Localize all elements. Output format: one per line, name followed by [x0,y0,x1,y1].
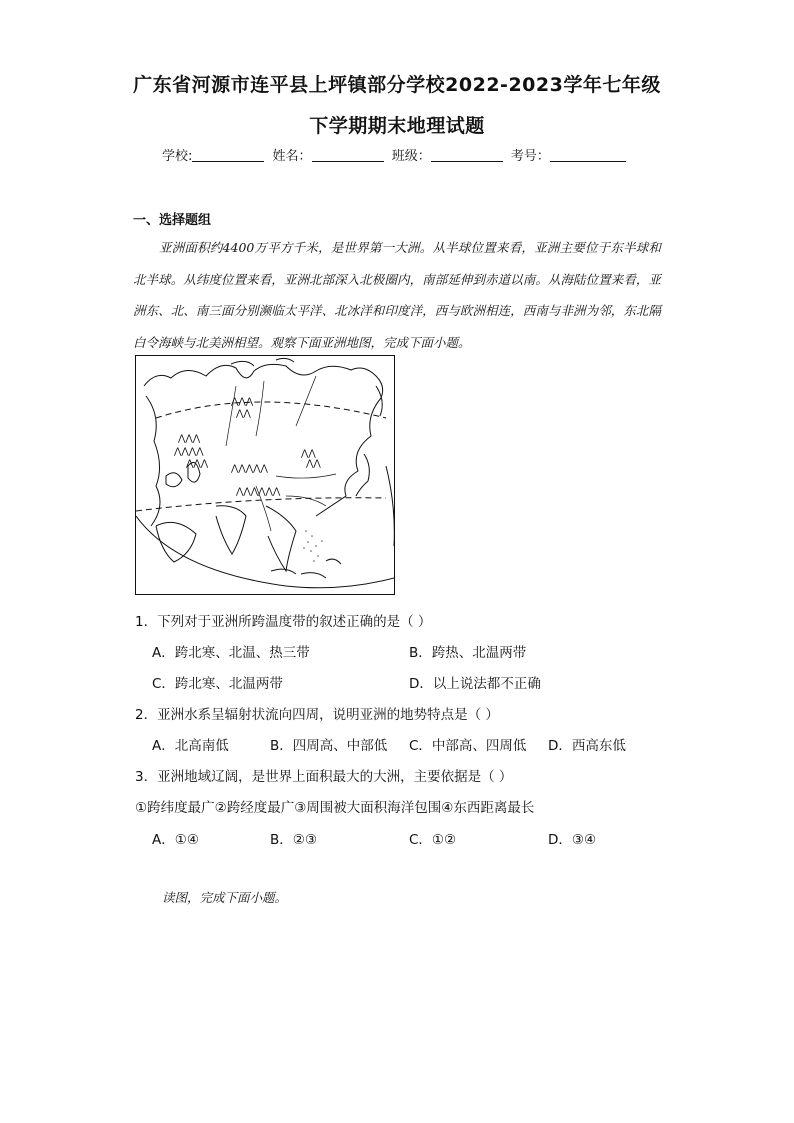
question-3-option-b[interactable]: B．②③ [270,832,317,848]
reading-passage [133,232,661,358]
name-blank [312,149,384,162]
svg-text:⋀⋀⋀⋀⋀⋀: ⋀⋀⋀⋀⋀⋀ [236,487,281,497]
number-blank [550,149,626,162]
question-3-stem: 3．亚洲地域辽阔，是世界上面积最大的大洲，主要依据是（ ） [135,769,513,785]
name-label: 姓名： [272,149,312,164]
question-2-option-a[interactable]: A．北高南低 [152,738,229,754]
svg-text:⋀⋀: ⋀⋀ [301,449,316,459]
asia-map [135,355,395,595]
question-2-option-d[interactable]: D．西高东低 [548,738,626,754]
asia-map-drawing [136,356,394,594]
svg-text:⋀⋀⋀: ⋀⋀⋀ [178,434,201,444]
svg-text:⋀⋀⋀⋀⋀: ⋀⋀⋀⋀⋀ [231,464,268,474]
question-3-option-a[interactable]: A．①④ [152,832,199,848]
question-3-statements: ①跨纬度最广②跨经度最广③周围被大面积海洋包围④东西距离最长 [135,800,535,816]
svg-text:⋀⋀: ⋀⋀ [236,409,251,419]
page-title-line1: 广东省河源市连平县上坪镇部分学校2022-2023学年七年级 [133,74,661,96]
question-1-option-d[interactable]: D．以上说法都不正确 [409,676,541,692]
question-2-option-c[interactable]: C．中部高、四周低 [409,738,527,754]
svg-text:⋀⋀⋀: ⋀⋀⋀ [186,459,209,469]
question-2-option-b[interactable]: B．四周高、中部低 [270,738,388,754]
svg-text:⋀⋀⋀⋀: ⋀⋀⋀⋀ [174,447,204,457]
question-1-option-b[interactable]: B．跨热、北温两带 [409,645,527,661]
passage-text: 亚洲面积约4400万平方千米，是世界第一大洲。从半球位置来看，亚洲主要位于东半球和北半球。从纬度位置来看，亚洲北部深入北极圈内，南部延伸到赤道以南。从海陆位置来看，亚洲东、北、南三面分别濒临太平洋、北冰洋和印度洋，西与欧洲相连，西南与非洲为邻，东北隔白令海峡与北美洲相望。观察下面亚洲地图，完成下面小题。 [133,240,661,350]
student-info-line [162,145,630,164]
school-label: 学校: [162,149,193,164]
number-label: 考号： [510,149,550,164]
question-2-stem: 2．亚洲水系呈辐射状流向四周，说明亚洲的地势特点是（ ） [135,707,499,723]
page-title-line2: 下学期期末地理试题 [309,115,485,137]
question-1-option-c[interactable]: C．跨北寒、北温两带 [152,676,283,692]
svg-text:⋀⋀: ⋀⋀ [306,459,321,469]
question-1-stem: 1．下列对于亚洲所跨温度带的叙述正确的是（ ） [135,614,432,630]
svg-text:⋀⋀⋀: ⋀⋀⋀ [231,397,254,407]
next-section-note: 读图，完成下面小题。 [162,890,288,905]
question-3-option-d[interactable]: D．③④ [548,832,597,848]
question-3-option-c[interactable]: C．①② [409,832,457,848]
school-blank [192,149,264,162]
class-blank [431,149,503,162]
section-title: 一、选择题组 [133,213,212,228]
question-1-option-a[interactable]: A．跨北寒、北温、热三带 [152,645,310,661]
class-label: 班级： [391,149,431,164]
